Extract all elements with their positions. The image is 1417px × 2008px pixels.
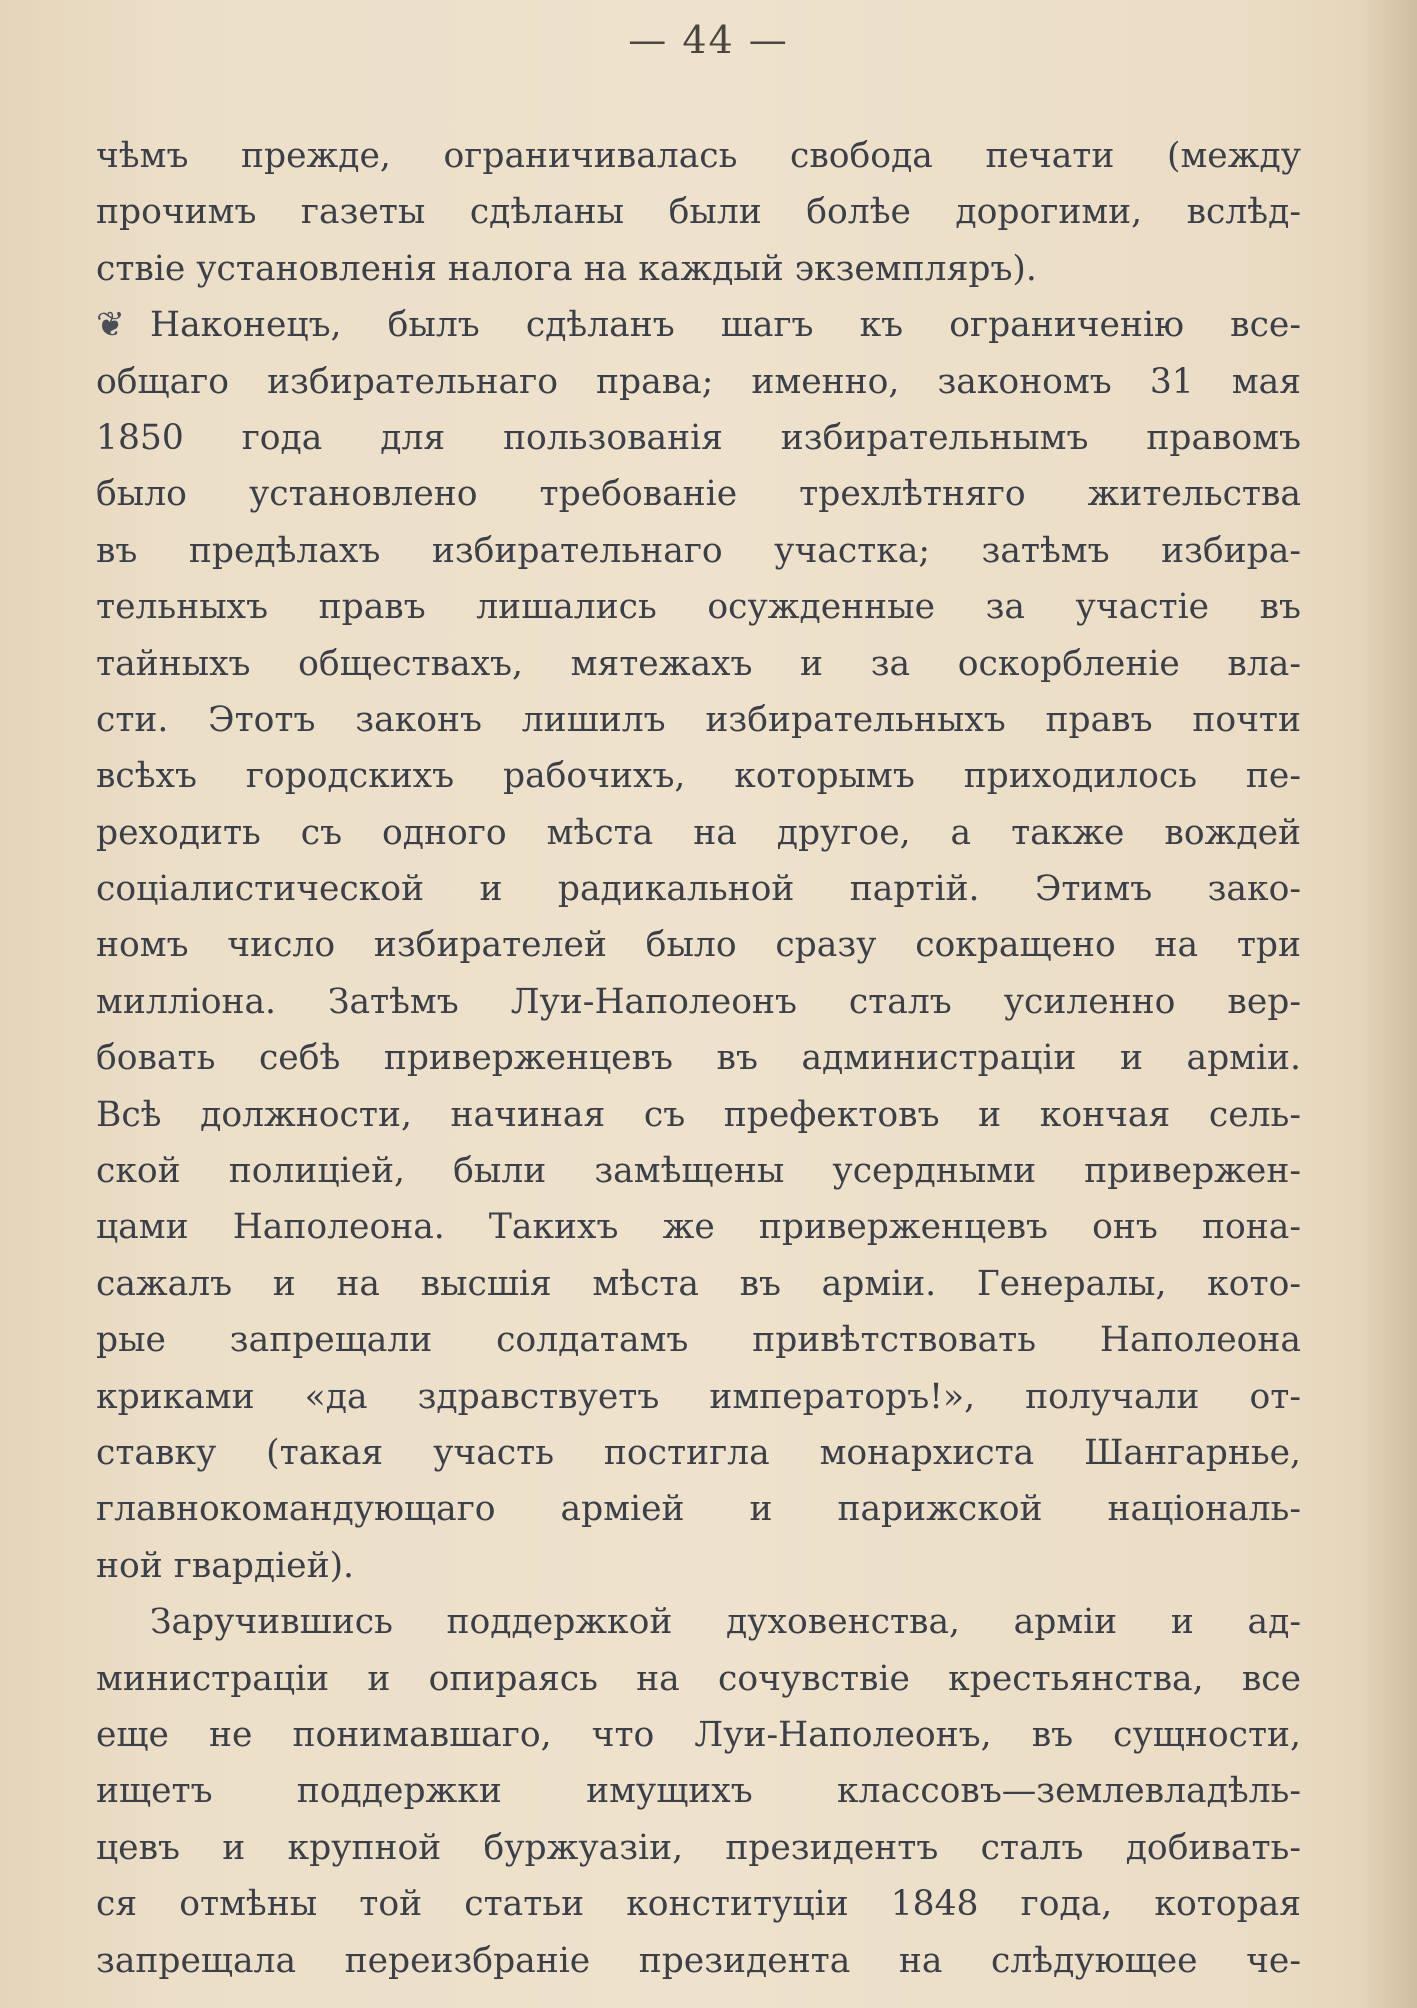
text-line: прочимъ газеты сдѣланы были болѣе дорогими, вслѣд- (96, 192, 1301, 233)
text-line: всѣхъ городскихъ рабочихъ, которымъ приходилось пе- (96, 756, 1301, 797)
text-line: Наконецъ, былъ сдѣланъ шагъ къ ограниченію все- (150, 305, 1301, 346)
text-line: сажалъ и на высшія мѣста въ арміи. Генералы, кото- (96, 1263, 1301, 1304)
text-line: общаго избирательнаго права; именно, закономъ 31 мая (96, 361, 1301, 402)
text-line: номъ число избирателей было сразу сокращено на три (96, 925, 1301, 966)
paragraph-marker-icon: ❦ (96, 305, 125, 346)
body-text (96, 128, 1301, 1989)
text-line: ищетъ поддержки имущихъ классовъ—землевладѣль- (96, 1771, 1301, 1812)
text-line: запрещала переизбраніе президента на слѣдующее че- (96, 1940, 1301, 1981)
text-line: реходить съ одного мѣста на другое, а также вождей (96, 812, 1301, 853)
text-line: было установлено требованіе трехлѣтняго жительства (96, 474, 1301, 515)
text-line: Заручившись поддержкой духовенства, арміи и ад- (150, 1602, 1301, 1643)
text-line: ся отмѣны той статьи конституціи 1848 года, которая (96, 1884, 1301, 1925)
text-line: министраціи и опираясь на сочувствіе крестьянства, все (96, 1658, 1301, 1699)
text-line: Всѣ должности, начиная съ префектовъ и кончая сель- (96, 1094, 1301, 1135)
text-line: еще не понимавшаго, что Луи-Наполеонъ, въ сущности, (96, 1714, 1301, 1755)
text-line: криками «да здравствуетъ императоръ!», получали от- (96, 1376, 1301, 1417)
text-line: рые запрещали солдатамъ привѣтствовать Наполеона (96, 1320, 1301, 1361)
text-line: ставку (такая участь постигла монархиста Шангарнье, (96, 1432, 1301, 1473)
text-line: цами Наполеона. Такихъ же приверженцевъ онъ пона- (96, 1207, 1301, 1248)
text-line: главнокомандующаго арміей и парижской національ- (96, 1489, 1301, 1530)
text-line: соціалистической и радикальной партій. Этимъ зако- (96, 869, 1301, 910)
page-edge-shadow (1357, 0, 1417, 2008)
text-line: ствіе установленія налога на каждый экземпляръ). (96, 248, 1037, 289)
text-line: тельныхъ правъ лишались осужденные за участіе въ (96, 587, 1301, 628)
text-line: въ предѣлахъ избирательнаго участка; затѣмъ избира- (96, 530, 1301, 571)
text-line: 1850 года для пользованія избирательнымъ правомъ (96, 417, 1301, 458)
text-line: бовать себѣ приверженцевъ въ администраціи и арміи. (96, 1038, 1301, 1079)
text-line: ной гвардіей). (96, 1545, 354, 1586)
text-line: чѣмъ прежде, ограничивалась свобода печати (между (96, 136, 1301, 176)
text-line: тайныхъ обществахъ, мятежахъ и за оскорбленіе вла- (96, 643, 1301, 684)
text-line: ской полиціей, были замѣщены усердными привержен- (96, 1151, 1301, 1192)
text-line: цевъ и крупной буржуазіи, президентъ сталъ добивать- (96, 1827, 1301, 1868)
text-line: сти. Этотъ законъ лишилъ избирательныхъ правъ почти (96, 699, 1301, 740)
paragraph-start-line (96, 297, 1301, 353)
text-line: милліона. Затѣмъ Луи-Наполеонъ сталъ усиленно вер- (96, 981, 1301, 1022)
page-number: — 44 — (628, 18, 789, 62)
